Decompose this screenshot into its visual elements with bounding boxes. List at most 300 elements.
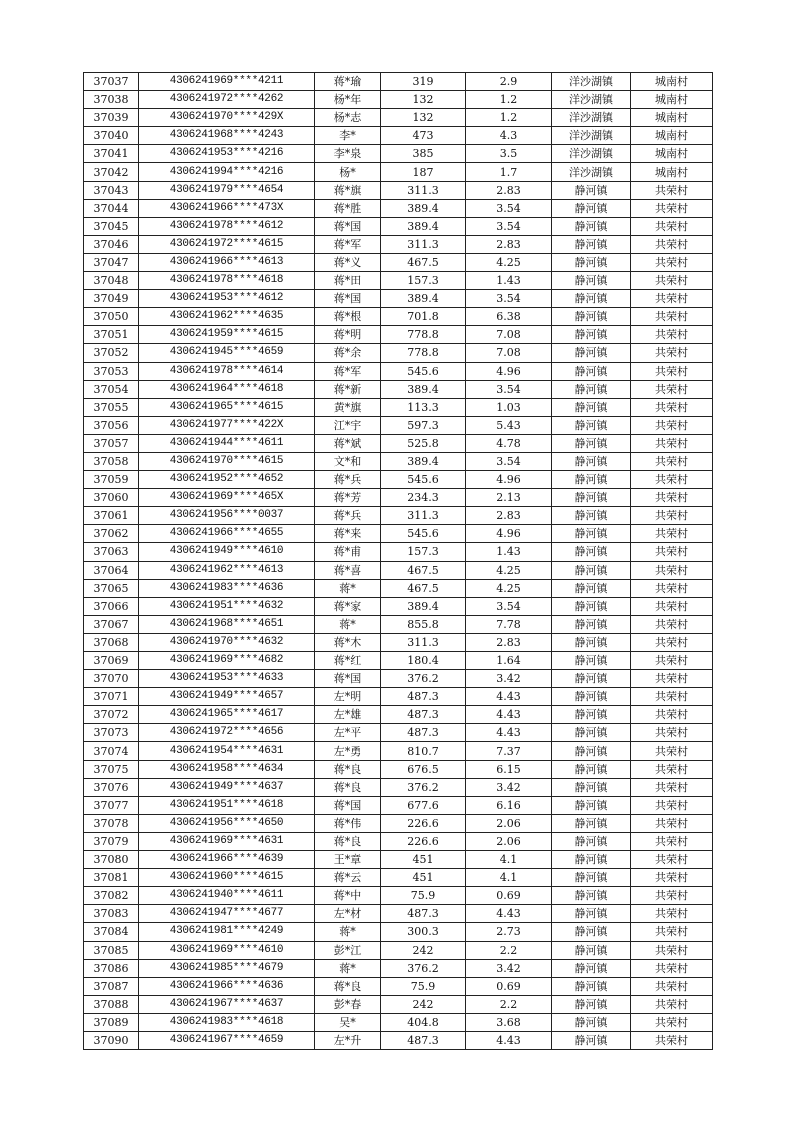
- record-number-cell: 37052: [84, 344, 139, 362]
- record-number-cell: 37042: [84, 163, 139, 181]
- name-cell: 杨*年: [315, 91, 381, 109]
- amount-cell: 404.8: [381, 1013, 466, 1031]
- amount-cell: 300.3: [381, 923, 466, 941]
- table-row: [84, 1013, 713, 1031]
- amount-cell: 487.3: [381, 724, 466, 742]
- town-cell: 静河镇: [552, 272, 631, 290]
- area-cell: 1.2: [466, 109, 552, 127]
- town-cell: 静河镇: [552, 1031, 631, 1049]
- town-cell: 静河镇: [552, 416, 631, 434]
- record-number-cell: 37048: [84, 272, 139, 290]
- village-cell: 共荣村: [631, 543, 713, 561]
- amount-cell: 855.8: [381, 615, 466, 633]
- table-row: [84, 832, 713, 850]
- amount-cell: 311.3: [381, 633, 466, 651]
- village-cell: 共荣村: [631, 724, 713, 742]
- name-cell: 蒋*喜: [315, 561, 381, 579]
- record-number-cell: 37090: [84, 1031, 139, 1049]
- area-cell: 2.13: [466, 489, 552, 507]
- town-cell: 静河镇: [552, 615, 631, 633]
- town-cell: 静河镇: [552, 869, 631, 887]
- amount-cell: 487.3: [381, 905, 466, 923]
- amount-cell: 545.6: [381, 362, 466, 380]
- amount-cell: 376.2: [381, 959, 466, 977]
- amount-cell: 75.9: [381, 887, 466, 905]
- id-number-cell: 4306241949****4637: [139, 778, 315, 796]
- record-number-cell: 37066: [84, 597, 139, 615]
- amount-cell: 319: [381, 73, 466, 91]
- record-number-cell: 37060: [84, 489, 139, 507]
- id-number-cell: 4306241951****4632: [139, 597, 315, 615]
- name-cell: 蒋*: [315, 579, 381, 597]
- amount-cell: 226.6: [381, 832, 466, 850]
- amount-cell: 385: [381, 145, 466, 163]
- area-cell: 2.83: [466, 507, 552, 525]
- table-row: [84, 706, 713, 724]
- name-cell: 蒋*兵: [315, 471, 381, 489]
- village-cell: 共荣村: [631, 416, 713, 434]
- table-row: [84, 778, 713, 796]
- table-row: [84, 615, 713, 633]
- area-cell: 2.83: [466, 181, 552, 199]
- table-row: [84, 235, 713, 253]
- village-cell: 共荣村: [631, 308, 713, 326]
- record-number-cell: 37086: [84, 959, 139, 977]
- village-cell: 共荣村: [631, 489, 713, 507]
- name-cell: 蒋*国: [315, 670, 381, 688]
- id-number-cell: 4306241940****4611: [139, 887, 315, 905]
- amount-cell: 389.4: [381, 380, 466, 398]
- record-number-cell: 37044: [84, 199, 139, 217]
- table-row: [84, 941, 713, 959]
- table-row: [84, 217, 713, 235]
- amount-cell: 451: [381, 851, 466, 869]
- id-number-cell: 4306241969****4211: [139, 73, 315, 91]
- id-number-cell: 4306241945****4659: [139, 344, 315, 362]
- id-number-cell: 4306241994****4216: [139, 163, 315, 181]
- village-cell: 共荣村: [631, 434, 713, 452]
- name-cell: 蒋*国: [315, 217, 381, 235]
- table-row: [84, 597, 713, 615]
- area-cell: 7.08: [466, 344, 552, 362]
- table-row: [84, 851, 713, 869]
- town-cell: 静河镇: [552, 525, 631, 543]
- id-number-cell: 4306241985****4679: [139, 959, 315, 977]
- amount-cell: 113.3: [381, 398, 466, 416]
- area-cell: 1.7: [466, 163, 552, 181]
- area-cell: 4.96: [466, 362, 552, 380]
- id-number-cell: 4306241983****4618: [139, 1013, 315, 1031]
- name-cell: 蒋*田: [315, 272, 381, 290]
- area-cell: 4.43: [466, 905, 552, 923]
- village-cell: 共荣村: [631, 959, 713, 977]
- name-cell: 蒋*家: [315, 597, 381, 615]
- village-cell: 共荣村: [631, 796, 713, 814]
- town-cell: 静河镇: [552, 995, 631, 1013]
- village-cell: 共荣村: [631, 814, 713, 832]
- name-cell: 蒋*国: [315, 290, 381, 308]
- amount-cell: 676.5: [381, 760, 466, 778]
- village-cell: 共荣村: [631, 380, 713, 398]
- village-cell: 城南村: [631, 73, 713, 91]
- village-cell: 城南村: [631, 127, 713, 145]
- record-number-cell: 37070: [84, 670, 139, 688]
- amount-cell: 778.8: [381, 344, 466, 362]
- id-number-cell: 4306241970****4632: [139, 633, 315, 651]
- amount-cell: 242: [381, 941, 466, 959]
- town-cell: 洋沙湖镇: [552, 73, 631, 91]
- village-cell: 共荣村: [631, 1013, 713, 1031]
- area-cell: 4.43: [466, 724, 552, 742]
- amount-cell: 187: [381, 163, 466, 181]
- table-row: [84, 579, 713, 597]
- name-cell: 蒋*: [315, 923, 381, 941]
- town-cell: 静河镇: [552, 742, 631, 760]
- name-cell: 蒋*: [315, 615, 381, 633]
- area-cell: 6.15: [466, 760, 552, 778]
- id-number-cell: 4306241966****473X: [139, 199, 315, 217]
- village-cell: 共荣村: [631, 326, 713, 344]
- table-row: [84, 308, 713, 326]
- id-number-cell: 4306241969****465X: [139, 489, 315, 507]
- area-cell: 1.64: [466, 652, 552, 670]
- village-cell: 共荣村: [631, 597, 713, 615]
- name-cell: 蒋*来: [315, 525, 381, 543]
- table-row: [84, 471, 713, 489]
- amount-cell: 597.3: [381, 416, 466, 434]
- id-number-cell: 4306241953****4633: [139, 670, 315, 688]
- id-number-cell: 4306241944****4611: [139, 434, 315, 452]
- town-cell: 静河镇: [552, 688, 631, 706]
- table-row: [84, 163, 713, 181]
- table-row: [84, 742, 713, 760]
- amount-cell: 311.3: [381, 235, 466, 253]
- area-cell: 4.25: [466, 561, 552, 579]
- table-row: [84, 507, 713, 525]
- village-cell: 共荣村: [631, 398, 713, 416]
- record-number-cell: 37061: [84, 507, 139, 525]
- id-number-cell: 4306241962****4613: [139, 561, 315, 579]
- name-cell: 蒋*良: [315, 778, 381, 796]
- village-cell: 共荣村: [631, 290, 713, 308]
- name-cell: 文*和: [315, 452, 381, 470]
- table-row: [84, 145, 713, 163]
- table-row: [84, 344, 713, 362]
- village-cell: 共荣村: [631, 995, 713, 1013]
- amount-cell: 389.4: [381, 290, 466, 308]
- record-number-cell: 37049: [84, 290, 139, 308]
- town-cell: 洋沙湖镇: [552, 127, 631, 145]
- village-cell: 共荣村: [631, 633, 713, 651]
- name-cell: 蒋*良: [315, 832, 381, 850]
- village-cell: 共荣村: [631, 344, 713, 362]
- id-number-cell: 4306241966****4636: [139, 977, 315, 995]
- name-cell: 蒋*兵: [315, 507, 381, 525]
- id-number-cell: 4306241981****4249: [139, 923, 315, 941]
- town-cell: 洋沙湖镇: [552, 91, 631, 109]
- village-cell: 共荣村: [631, 905, 713, 923]
- amount-cell: 389.4: [381, 597, 466, 615]
- table-row: [84, 91, 713, 109]
- area-cell: 3.54: [466, 217, 552, 235]
- village-cell: 共荣村: [631, 1031, 713, 1049]
- record-number-cell: 37076: [84, 778, 139, 796]
- name-cell: 杨*志: [315, 109, 381, 127]
- table-row: [84, 380, 713, 398]
- amount-cell: 451: [381, 869, 466, 887]
- record-number-cell: 37057: [84, 434, 139, 452]
- village-cell: 共荣村: [631, 217, 713, 235]
- name-cell: 蒋*军: [315, 362, 381, 380]
- town-cell: 静河镇: [552, 923, 631, 941]
- id-number-cell: 4306241978****4618: [139, 272, 315, 290]
- name-cell: 蒋*义: [315, 253, 381, 271]
- area-cell: 4.78: [466, 434, 552, 452]
- amount-cell: 311.3: [381, 181, 466, 199]
- town-cell: 静河镇: [552, 362, 631, 380]
- amount-cell: 157.3: [381, 272, 466, 290]
- amount-cell: 701.8: [381, 308, 466, 326]
- town-cell: 静河镇: [552, 959, 631, 977]
- amount-cell: 487.3: [381, 706, 466, 724]
- table-row: [84, 452, 713, 470]
- amount-cell: 389.4: [381, 199, 466, 217]
- id-number-cell: 4306241966****4639: [139, 851, 315, 869]
- area-cell: 4.1: [466, 869, 552, 887]
- area-cell: 4.96: [466, 471, 552, 489]
- town-cell: 静河镇: [552, 199, 631, 217]
- town-cell: 静河镇: [552, 308, 631, 326]
- town-cell: 静河镇: [552, 398, 631, 416]
- table-row: [84, 652, 713, 670]
- area-cell: 6.16: [466, 796, 552, 814]
- name-cell: 李*泉: [315, 145, 381, 163]
- name-cell: 左*材: [315, 905, 381, 923]
- village-cell: 共荣村: [631, 199, 713, 217]
- table-row: [84, 416, 713, 434]
- record-number-cell: 37056: [84, 416, 139, 434]
- area-cell: 2.2: [466, 995, 552, 1013]
- record-number-cell: 37078: [84, 814, 139, 832]
- name-cell: 左*勇: [315, 742, 381, 760]
- table-row: [84, 633, 713, 651]
- id-number-cell: 4306241969****4682: [139, 652, 315, 670]
- table-row: [84, 760, 713, 778]
- id-number-cell: 4306241962****4635: [139, 308, 315, 326]
- table-row: [84, 290, 713, 308]
- area-cell: 3.42: [466, 778, 552, 796]
- town-cell: 静河镇: [552, 489, 631, 507]
- record-number-cell: 37077: [84, 796, 139, 814]
- name-cell: 蒋*木: [315, 633, 381, 651]
- name-cell: 左*升: [315, 1031, 381, 1049]
- id-number-cell: 4306241979****4654: [139, 181, 315, 199]
- village-cell: 共荣村: [631, 869, 713, 887]
- amount-cell: 677.6: [381, 796, 466, 814]
- record-number-cell: 37054: [84, 380, 139, 398]
- name-cell: 蒋*云: [315, 869, 381, 887]
- town-cell: 静河镇: [552, 471, 631, 489]
- area-cell: 3.42: [466, 959, 552, 977]
- village-cell: 城南村: [631, 109, 713, 127]
- area-cell: 2.2: [466, 941, 552, 959]
- id-number-cell: 4306241959****4615: [139, 326, 315, 344]
- town-cell: 静河镇: [552, 796, 631, 814]
- record-number-cell: 37074: [84, 742, 139, 760]
- amount-cell: 467.5: [381, 579, 466, 597]
- record-number-cell: 37087: [84, 977, 139, 995]
- record-number-cell: 37073: [84, 724, 139, 742]
- amount-cell: 778.8: [381, 326, 466, 344]
- amount-cell: 487.3: [381, 1031, 466, 1049]
- table-row: [84, 959, 713, 977]
- village-cell: 城南村: [631, 91, 713, 109]
- record-number-cell: 37064: [84, 561, 139, 579]
- village-cell: 共荣村: [631, 615, 713, 633]
- id-number-cell: 4306241947****4677: [139, 905, 315, 923]
- id-number-cell: 4306241958****4634: [139, 760, 315, 778]
- record-number-cell: 37071: [84, 688, 139, 706]
- amount-cell: 226.6: [381, 814, 466, 832]
- table-row: [84, 199, 713, 217]
- area-cell: 3.54: [466, 290, 552, 308]
- village-cell: 共荣村: [631, 778, 713, 796]
- name-cell: 吴*: [315, 1013, 381, 1031]
- table-row: [84, 362, 713, 380]
- name-cell: 蒋*芳: [315, 489, 381, 507]
- id-number-cell: 4306241967****4637: [139, 995, 315, 1013]
- table-row: [84, 272, 713, 290]
- village-cell: 共荣村: [631, 688, 713, 706]
- village-cell: 共荣村: [631, 851, 713, 869]
- town-cell: 静河镇: [552, 760, 631, 778]
- table-row: [84, 127, 713, 145]
- id-number-cell: 4306241970****429X: [139, 109, 315, 127]
- town-cell: 静河镇: [552, 633, 631, 651]
- village-cell: 共荣村: [631, 887, 713, 905]
- amount-cell: 234.3: [381, 489, 466, 507]
- table-row: [84, 995, 713, 1013]
- record-number-cell: 37083: [84, 905, 139, 923]
- table-row: [84, 905, 713, 923]
- area-cell: 0.69: [466, 977, 552, 995]
- village-cell: 共荣村: [631, 507, 713, 525]
- id-number-cell: 4306241972****4615: [139, 235, 315, 253]
- town-cell: 静河镇: [552, 253, 631, 271]
- id-number-cell: 4306241954****4631: [139, 742, 315, 760]
- id-number-cell: 4306241972****4656: [139, 724, 315, 742]
- town-cell: 静河镇: [552, 706, 631, 724]
- table-row: [84, 814, 713, 832]
- town-cell: 静河镇: [552, 887, 631, 905]
- table-row: [84, 1031, 713, 1049]
- town-cell: 静河镇: [552, 290, 631, 308]
- name-cell: 左*雄: [315, 706, 381, 724]
- name-cell: 左*平: [315, 724, 381, 742]
- name-cell: 蒋*军: [315, 235, 381, 253]
- town-cell: 静河镇: [552, 344, 631, 362]
- name-cell: 蒋*良: [315, 760, 381, 778]
- record-number-cell: 37045: [84, 217, 139, 235]
- record-number-cell: 37081: [84, 869, 139, 887]
- name-cell: 蒋*根: [315, 308, 381, 326]
- record-number-cell: 37055: [84, 398, 139, 416]
- town-cell: 静河镇: [552, 832, 631, 850]
- town-cell: 静河镇: [552, 724, 631, 742]
- record-number-cell: 37069: [84, 652, 139, 670]
- town-cell: 静河镇: [552, 597, 631, 615]
- amount-cell: 157.3: [381, 543, 466, 561]
- name-cell: 蒋*良: [315, 977, 381, 995]
- village-cell: 共荣村: [631, 561, 713, 579]
- record-number-cell: 37065: [84, 579, 139, 597]
- record-number-cell: 37082: [84, 887, 139, 905]
- area-cell: 7.37: [466, 742, 552, 760]
- village-cell: 共荣村: [631, 362, 713, 380]
- id-number-cell: 4306241966****4613: [139, 253, 315, 271]
- record-number-cell: 37038: [84, 91, 139, 109]
- town-cell: 静河镇: [552, 181, 631, 199]
- area-cell: 4.43: [466, 1031, 552, 1049]
- record-number-cell: 37079: [84, 832, 139, 850]
- name-cell: 李*: [315, 127, 381, 145]
- id-number-cell: 4306241969****4631: [139, 832, 315, 850]
- town-cell: 静河镇: [552, 905, 631, 923]
- town-cell: 静河镇: [552, 941, 631, 959]
- area-cell: 3.54: [466, 199, 552, 217]
- record-number-cell: 37051: [84, 326, 139, 344]
- name-cell: 王*章: [315, 851, 381, 869]
- area-cell: 1.43: [466, 543, 552, 561]
- record-number-cell: 37039: [84, 109, 139, 127]
- record-number-cell: 37040: [84, 127, 139, 145]
- id-number-cell: 4306241968****4651: [139, 615, 315, 633]
- village-cell: 共荣村: [631, 452, 713, 470]
- town-cell: 静河镇: [552, 380, 631, 398]
- id-number-cell: 4306241978****4612: [139, 217, 315, 235]
- amount-cell: 467.5: [381, 561, 466, 579]
- id-number-cell: 4306241983****4636: [139, 579, 315, 597]
- record-number-cell: 37063: [84, 543, 139, 561]
- town-cell: 静河镇: [552, 434, 631, 452]
- village-cell: 共荣村: [631, 181, 713, 199]
- records-table: [83, 72, 713, 1050]
- table-row: [84, 73, 713, 91]
- amount-cell: 525.8: [381, 434, 466, 452]
- table-row: [84, 326, 713, 344]
- record-number-cell: 37059: [84, 471, 139, 489]
- village-cell: 共荣村: [631, 525, 713, 543]
- area-cell: 2.9: [466, 73, 552, 91]
- area-cell: 4.25: [466, 579, 552, 597]
- area-cell: 2.83: [466, 235, 552, 253]
- id-number-cell: 4306241956****0037: [139, 507, 315, 525]
- table-row: [84, 181, 713, 199]
- name-cell: 彭*江: [315, 941, 381, 959]
- record-number-cell: 37046: [84, 235, 139, 253]
- record-number-cell: 37050: [84, 308, 139, 326]
- area-cell: 1.43: [466, 272, 552, 290]
- area-cell: 1.03: [466, 398, 552, 416]
- table-row: [84, 434, 713, 452]
- town-cell: 静河镇: [552, 652, 631, 670]
- record-number-cell: 37053: [84, 362, 139, 380]
- area-cell: 7.08: [466, 326, 552, 344]
- town-cell: 静河镇: [552, 579, 631, 597]
- area-cell: 4.25: [466, 253, 552, 271]
- village-cell: 共荣村: [631, 670, 713, 688]
- table-row: [84, 796, 713, 814]
